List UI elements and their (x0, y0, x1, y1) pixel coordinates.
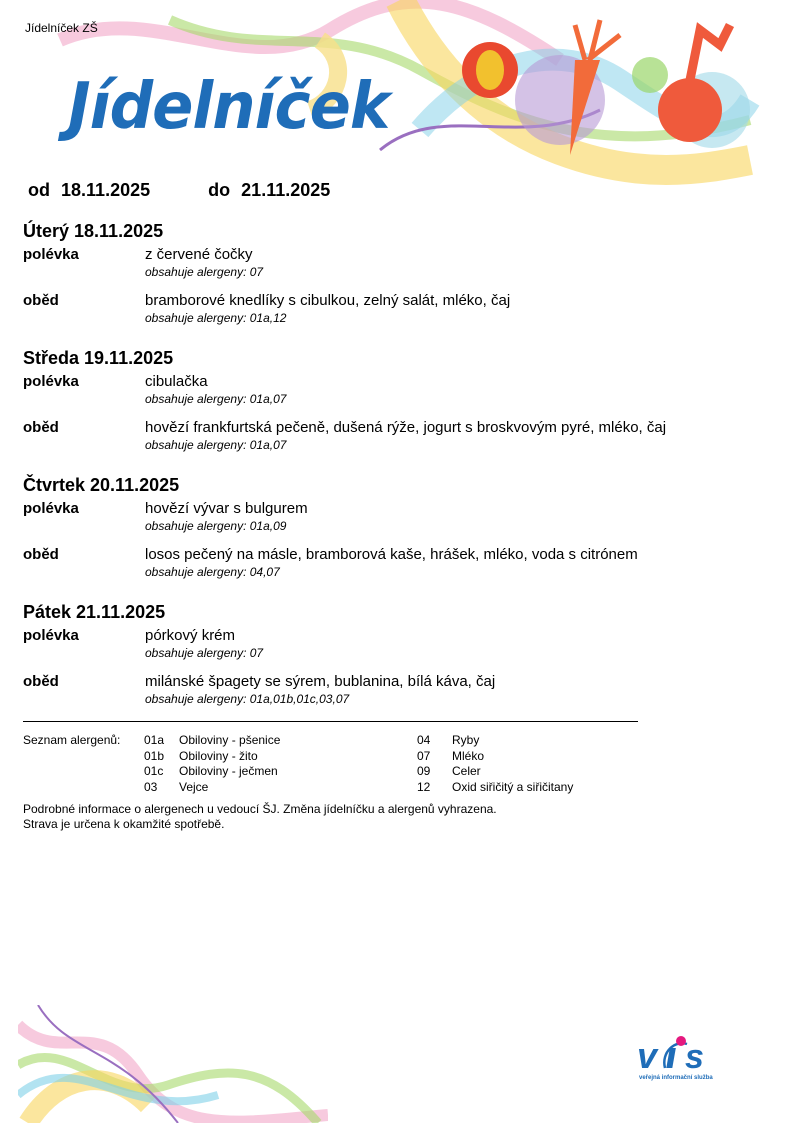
day-tuesday (23, 219, 723, 346)
allergen-code: 12 (417, 779, 431, 794)
legend-item (144, 780, 424, 796)
meal-allergens: obsahuje alergeny: 01a,07 (145, 392, 287, 406)
legend-item (417, 764, 697, 780)
allergen-code: 04 (417, 733, 431, 747)
allergen-name: Oxid siřičitý a siřičitany (452, 779, 574, 794)
svg-text:v: v (637, 1035, 658, 1075)
meal-label: oběd (23, 673, 59, 690)
meal-label: oběd (23, 292, 59, 309)
logo-tagline: veřejná informační služba (639, 1075, 713, 1081)
meal-soup (23, 500, 723, 546)
allergen-name: Obiloviny - ječmen (179, 764, 278, 778)
meal-label: oběd (23, 419, 59, 436)
allergen-name: Vejce (179, 779, 209, 794)
legend-column-left (144, 733, 424, 795)
footer-decoration-art (18, 1005, 328, 1123)
meal-food: bramborové knedlíky s cibulkou, zelný salát, mléko, čaj (145, 292, 511, 309)
allergen-code: 09 (417, 764, 431, 778)
meal-label: polévka (23, 246, 79, 263)
meal-lunch (23, 419, 723, 465)
allergen-code: 03 (144, 779, 158, 794)
meal-food: pórkový krém (145, 627, 236, 644)
to-label: do (208, 180, 231, 200)
day-title: Pátek 21.11.2025 (23, 602, 166, 622)
allergen-code: 01a (144, 733, 165, 747)
vis-logo (635, 1030, 725, 1090)
allergen-name: Celer (452, 764, 481, 778)
meal-soup (23, 373, 723, 419)
legend-item (417, 733, 697, 749)
meal-allergens: obsahuje alergeny: 01a,09 (145, 519, 287, 533)
note-line: Strava je určena k okamžité spotřebě. (23, 817, 225, 831)
meal-lunch (23, 546, 723, 592)
meal-label: polévka (23, 627, 79, 644)
document-label: Jídelníček ZŠ (25, 21, 98, 35)
legend-column-right (417, 733, 697, 795)
meal-food: hovězí vývar s bulgurem (145, 500, 308, 517)
day-thursday (23, 473, 723, 600)
notes (23, 802, 497, 832)
meal-allergens: obsahuje alergeny: 04,07 (145, 565, 280, 579)
meal-label: oběd (23, 546, 59, 563)
day-friday (23, 600, 723, 727)
meal-food: milánské špagety se sýrem, bublanina, bílá káva, čaj (145, 673, 496, 690)
allergen-code: 01c (144, 764, 164, 778)
meal-allergens: obsahuje alergeny: 01a,12 (145, 311, 287, 325)
allergen-code: 07 (417, 748, 431, 763)
meal-soup (23, 246, 723, 292)
vis-logo-icon (635, 1030, 725, 1075)
allergen-name: Ryby (452, 733, 480, 747)
meal-lunch (23, 673, 723, 719)
page-title: Jídelníček (68, 70, 390, 144)
meal-food: losos pečený na másle, bramborová kaše, hrášek, mléko, voda s citrónem (145, 546, 638, 563)
day-title: Úterý 18.11.2025 (23, 221, 164, 241)
meal-label: polévka (23, 500, 79, 517)
day-title: Čtvrtek 20.11.2025 (23, 475, 180, 495)
meal-lunch (23, 292, 723, 338)
meal-allergens: obsahuje alergeny: 01a,01b,01c,03,07 (145, 692, 350, 706)
meal-allergens: obsahuje alergeny: 07 (145, 265, 264, 279)
allergen-name: Mléko (452, 748, 485, 763)
to-date: 21.11.2025 (241, 180, 331, 200)
meal-allergens: obsahuje alergeny: 01a,07 (145, 438, 287, 452)
legend-item (417, 749, 697, 765)
date-range (28, 180, 336, 201)
from-label: od (28, 180, 50, 200)
day-title: Středa 19.11.2025 (23, 348, 174, 368)
legend-heading: Seznam alergenů: (23, 733, 121, 747)
meal-food: z červené čočky (145, 246, 253, 263)
from-date: 18.11.2025 (61, 180, 151, 200)
meal-label: polévka (23, 373, 79, 390)
legend-item (417, 780, 697, 796)
meal-food: hovězí frankfurtská pečeně, dušená rýže, jogurt s broskvovým pyré, mléko, čaj (145, 419, 667, 436)
legend-item (144, 733, 424, 749)
allergen-name: Obiloviny - žito (179, 748, 258, 763)
meal-soup (23, 627, 723, 673)
day-wednesday (23, 346, 723, 473)
meal-food: cibulačka (145, 373, 208, 390)
allergen-name: Obiloviny - pšenice (179, 733, 281, 747)
note-line: Podrobné informace o alergenech u vedoucí ŠJ. Změna jídelníčku a alergenů vyhrazena. (23, 802, 497, 816)
legend-item (144, 764, 424, 780)
allergen-code: 01b (144, 748, 165, 763)
divider (23, 721, 638, 722)
menu-days (23, 219, 723, 727)
meal-allergens: obsahuje alergeny: 07 (145, 646, 264, 660)
legend-item (144, 749, 424, 765)
svg-text:s: s (685, 1038, 704, 1075)
